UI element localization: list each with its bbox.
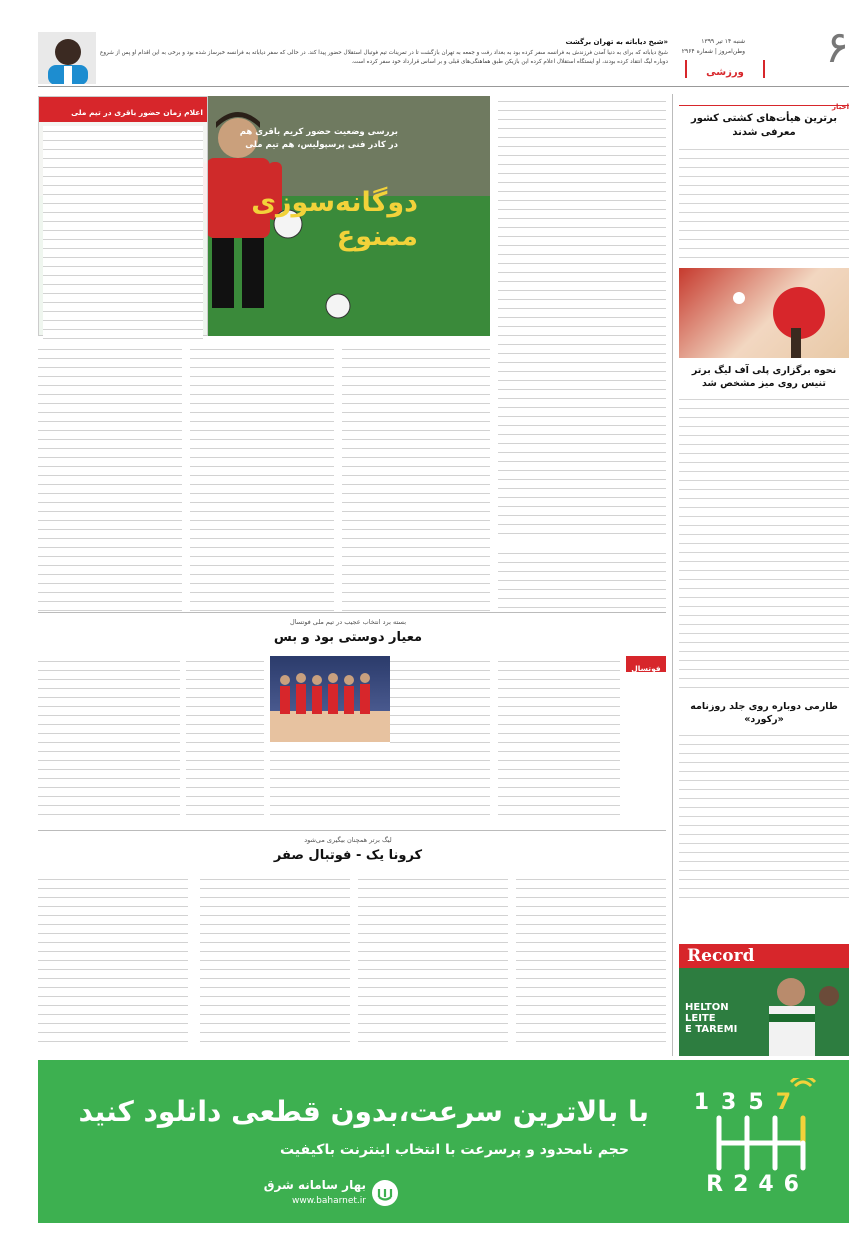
futsal-label-text: فوتسال	[631, 664, 661, 673]
gear-top-text: 135	[693, 1090, 776, 1115]
corona-article	[38, 834, 666, 1054]
news-item3-body	[679, 730, 849, 900]
corona-col-3	[200, 874, 350, 1050]
quote-block	[100, 38, 668, 67]
futsal-article	[38, 616, 666, 826]
record-headline-3: E TAREMI	[685, 1024, 738, 1035]
corona-title: کرونا یک - فوتبال صفر	[273, 848, 423, 863]
corona-kicker: لیگ برتر همچنان بیگیری می‌شود	[304, 836, 392, 844]
quote-title: «شیخ دیاباته به تهران برگشت	[565, 38, 668, 46]
record-headline	[685, 1002, 737, 1035]
feature-body-col-4	[498, 548, 666, 612]
column-divider	[672, 94, 673, 1056]
feature-article	[38, 96, 666, 641]
ad-subheadline: حجم نامحدود و پرسرعت با انتخاب اینترنت باکیفیت	[279, 1142, 629, 1158]
futsal-kicker: بسته برد انتخاب عجیب در تیم ملی فوتسال	[289, 618, 407, 626]
gear-bottom-numbers: R246	[706, 1172, 809, 1197]
feature-body-col-2	[190, 344, 334, 612]
futsal-col-2	[390, 656, 490, 816]
date-line: شنبه ۱۴ تیر ۱۳۹۹	[701, 38, 745, 45]
feature-title	[238, 186, 418, 254]
feature-body-col-1	[38, 344, 182, 612]
futsal-col-4	[186, 656, 264, 816]
masthead	[0, 0, 865, 88]
record-logo-bar	[679, 944, 849, 968]
feature-side-box	[38, 96, 208, 336]
corona-col-2	[358, 874, 508, 1050]
feature-body-col-3	[342, 344, 490, 612]
news-label: اخبار	[832, 103, 849, 111]
quote-text: شیخ دیاباته که برای به دنیا آمدن فرزندش به فرانسه سفر کرده بود به بغداد رفت و جمعه به تهران بازگشت تا در تمرینات تیم فوتبال استقلال حضور پیدا کند. در حالی که سفر دیاباته به فرانسه خبرساز شده بود و برخی به این اقدام او پس از شروع دوباره لیگ انتقاد کرده بودند، او ایستگاه استقلال اعلام کرده این بازیکن طبق هماهنگی‌های قبلی و بر اساس قرارداد خود سفر کرده است.	[100, 50, 668, 65]
gear-highlight-text: 7	[775, 1090, 803, 1115]
futsal-team-photo	[270, 656, 390, 742]
record-logo: Record	[687, 946, 755, 966]
feature-intro-text	[498, 96, 666, 541]
futsal-col-3	[270, 746, 390, 816]
section-title: ورزشی	[706, 67, 744, 78]
feature-title-line1: دوگانه‌سوزی	[251, 187, 418, 218]
section-divider-2	[38, 830, 666, 831]
news-item2-title: نحوه برگزاری پلی آف لیگ برتر تنیس روی میز مشخص شد	[691, 365, 837, 389]
masthead-rule	[38, 86, 849, 87]
record-headline-2: LEITE	[685, 1013, 716, 1024]
feature-subtitle: بررسی وضعیت حضور کریم باقری هم در کادر فنی پرسپولیس، هم تیم ملی	[239, 127, 398, 150]
issue-line: وطن‌امروز | شماره ۲۹۶۴	[681, 48, 745, 55]
table-tennis-photo	[679, 268, 849, 358]
brand-name: بهار سامانه شرق	[263, 1178, 366, 1192]
futsal-label	[626, 656, 666, 672]
ad-headline: با بالاترین سرعت،بدون قطعی دانلود کنید	[78, 1095, 649, 1128]
corona-col-1	[516, 874, 666, 1050]
record-magazine-cover	[679, 944, 849, 1056]
feature-title-line2: ممنوع	[336, 221, 418, 252]
section-divider-1	[38, 612, 666, 613]
news-item3-title: طارمی دوباره روی جلد روزنامه «رکورد»	[690, 701, 838, 725]
corona-col-4	[38, 874, 188, 1050]
news-item1-title: برترین هیأت‌های کشتی کشور معرفی شدند	[690, 113, 838, 138]
feature-box-body	[43, 126, 203, 341]
feature-box-title: اعلام زمان حضور باقری در تیم ملی	[71, 108, 203, 117]
ad-brand	[198, 1176, 398, 1216]
futsal-title: معیار دوستی بود و بس	[273, 630, 423, 645]
avatar	[38, 32, 96, 84]
brand-logo-icon	[372, 1180, 398, 1206]
news-label-bar	[679, 94, 849, 111]
news-column	[679, 94, 849, 944]
record-headline-1: HELTON	[685, 1002, 729, 1013]
page-number: ۶	[825, 22, 849, 73]
futsal-col-1	[498, 656, 620, 816]
futsal-col-5	[38, 656, 180, 816]
brand-url[interactable]: www.baharnet.ir	[292, 1196, 366, 1206]
feature-box-title-bar	[39, 97, 207, 122]
news-item1-body	[679, 144, 849, 262]
news-item2-body	[679, 394, 849, 694]
gear-top-numbers	[694, 1090, 803, 1115]
section-title-box	[685, 60, 765, 78]
internet-ad-banner[interactable]	[38, 1060, 849, 1223]
